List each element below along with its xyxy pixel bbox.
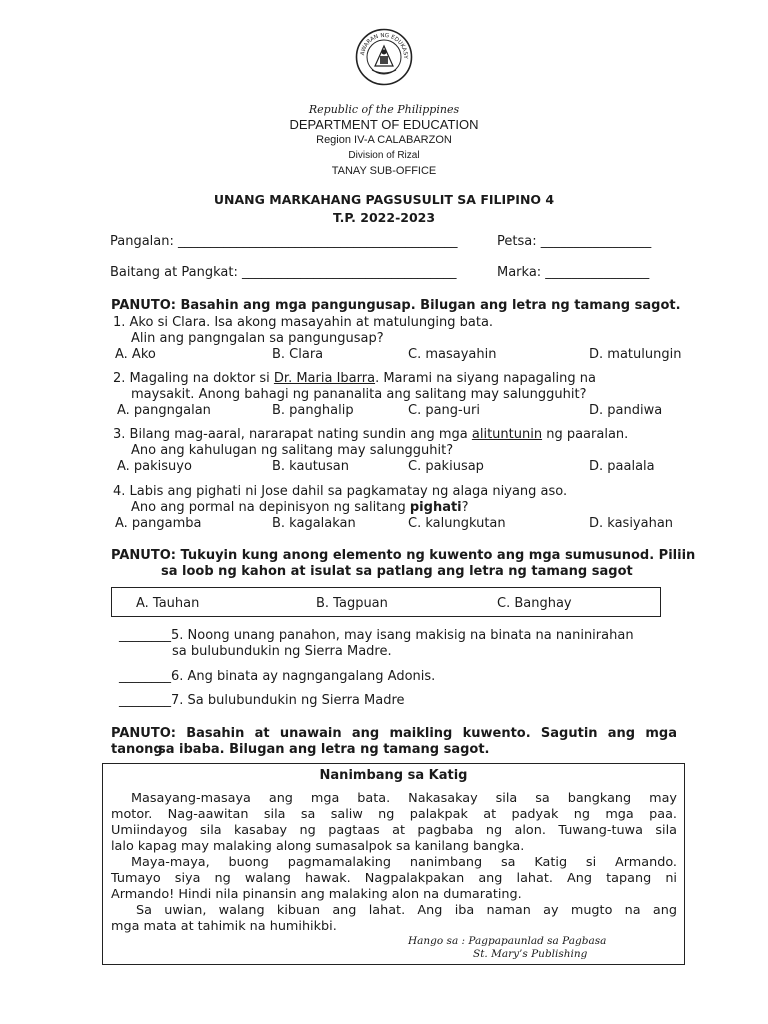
- choice-c: C. Banghay: [497, 596, 572, 611]
- option[interactable]: B. kautusan: [272, 459, 350, 474]
- story-line: mga mata at tahimik na humihikbi.: [111, 919, 337, 934]
- question-3-options: [0, 459, 768, 475]
- story-line: Maya-maya, buong pagmamalaking nanimbang sa Katig si Armando.: [131, 855, 677, 870]
- story-title: Nanimbang sa Katig: [319, 768, 468, 783]
- question-4-prompt: Ano ang pormal na depinisyon ng salitang pighati?: [131, 500, 469, 515]
- choice-b: B. Tagpuan: [316, 596, 388, 611]
- story-line: Sa uwian, walang kibuan ang lahat. Ang iba naman ay mugto na ang: [136, 903, 677, 918]
- option[interactable]: D. pandiwa: [589, 403, 663, 418]
- department-label: DEPARTMENT OF EDUCATION: [289, 117, 479, 132]
- item-7-text[interactable]: ________7. Sa bulubundukin ng Sierra Madre: [119, 693, 405, 708]
- question-2-text: 2. Magaling na doktor si Dr. Maria Ibarra. Marami na siyang napagaling na: [113, 371, 596, 386]
- story-line: Umiindayog sila kasabay ng pagtaas at pagbaba ng alon. Tuwang-tuwa sila: [111, 823, 677, 838]
- question-2-options: [0, 403, 768, 419]
- question-3-text: 3. Bilang mag-aaral, nararapat nating sundin ang mga alituntunin ng paaralan.: [113, 427, 629, 442]
- story-line: motor. Nag-aawitan sila sa saliw ng palakpak at padyak ng mga paa.: [111, 807, 677, 822]
- question-1-text: 1. Ako si Clara. Isa akong masayahin at matulunging bata.: [113, 315, 494, 330]
- option[interactable]: C. kalungkutan: [408, 516, 506, 531]
- choice-a: A. Tauhan: [136, 596, 200, 611]
- deped-seal: [355, 28, 413, 86]
- option[interactable]: C. pang-uri: [408, 403, 480, 418]
- story-line: Masayang-masaya ang mga bata. Nakasakay sila sa bangkang may: [131, 791, 677, 806]
- bold-word: pighati: [409, 500, 462, 515]
- story-line: lalo kapag may malaking along sumasalpok sa kanilang bangka.: [111, 839, 525, 854]
- option[interactable]: A. Ako: [115, 347, 156, 362]
- option[interactable]: D. matulungin: [589, 347, 682, 362]
- option[interactable]: A. pakisuyo: [117, 459, 192, 474]
- date-field[interactable]: Petsa: _________________: [497, 234, 652, 249]
- part2-directions: PANUTO: Tukuyin kung anong elemento ng kuwento ang mga sumusunod. Piliin: [111, 548, 696, 563]
- part1-directions: PANUTO: Basahin ang mga pangungusap. Bilugan ang letra ng tamang sagot.: [111, 298, 681, 313]
- story-line: Tumayo siya ng walang hawak. Nagpalakpakan ang lahat. Ang tapang ni: [111, 871, 677, 886]
- option[interactable]: B. kagalakan: [272, 516, 356, 531]
- item-5-cont: sa bulubundukin ng Sierra Madre.: [172, 644, 392, 659]
- question-3-prompt: Ano ang kahulugan ng salitang may salungguhit?: [131, 443, 454, 458]
- underlined-word: Dr. Maria Ibarra: [273, 371, 376, 386]
- exam-title: UNANG MARKAHANG PAGSUSULIT SA FILIPINO 4: [213, 192, 555, 207]
- score-field[interactable]: Marka: ________________: [497, 265, 650, 280]
- office-label: TANAY SUB-OFFICE: [331, 165, 437, 177]
- option[interactable]: A. pangamba: [115, 516, 202, 531]
- svg-text:KAGAWARAN NG EDUKASYON: AWARAN NG EDUKASY: [360, 32, 409, 59]
- item-6-text[interactable]: ________6. Ang binata ay nagngangalang Adonis.: [119, 669, 436, 684]
- part2-directions-cont: sa loob ng kahon at isulat sa patlang ang letra ng tamang sagot: [161, 564, 633, 579]
- option[interactable]: C. pakiusap: [408, 459, 484, 474]
- option[interactable]: B. Clara: [272, 347, 324, 362]
- story-source: Hango sa : Pagpapaunlad sa Pagbasa: [408, 935, 607, 947]
- option[interactable]: C. masayahin: [408, 347, 497, 362]
- question-4-text: 4. Labis ang pighati ni Jose dahil sa pagkamatay ng alaga niyang aso.: [113, 484, 568, 499]
- part3-directions-cont: sa ibaba. Bilugan ang letra ng tamang sagot.: [158, 742, 490, 757]
- grade-section-field[interactable]: Baitang at Pangkat: _________________________________: [110, 265, 457, 280]
- question-1-prompt: Alin ang pangngalan sa pangungusap?: [131, 331, 384, 346]
- part3-directions: PANUTO: Basahin at unawain ang maikling kuwento. Sagutin ang mga tanong: [111, 726, 677, 757]
- story-publisher: St. Mary’s Publishing: [473, 948, 588, 960]
- question-2-prompt: maysakit. Anong bahagi ng pananalita ang salitang may salungguhit?: [131, 387, 587, 402]
- name-field[interactable]: Pangalan: ___________________________________________: [110, 234, 458, 249]
- option[interactable]: B. panghalip: [272, 403, 354, 418]
- option[interactable]: D. paalala: [589, 459, 655, 474]
- school-year: T.P. 2022-2023: [332, 210, 436, 225]
- underlined-word: alituntunin: [471, 427, 543, 442]
- division-label: Division of Rizal: [348, 150, 420, 161]
- region-label: Region IV-A CALABARZON: [316, 134, 452, 146]
- question-1-options: [0, 347, 768, 363]
- question-4-options: [0, 516, 768, 532]
- story-line: Armando! Hindi nila pinansin ang malaking alon na dumarating.: [111, 887, 522, 902]
- option[interactable]: A. pangngalan: [117, 403, 211, 418]
- item-5-text[interactable]: ________5. Noong unang panahon, may isang makisig na binata na naninirahan: [119, 628, 634, 643]
- option[interactable]: D. kasiyahan: [589, 516, 674, 531]
- republic-label: Republic of the Philippines: [308, 103, 460, 116]
